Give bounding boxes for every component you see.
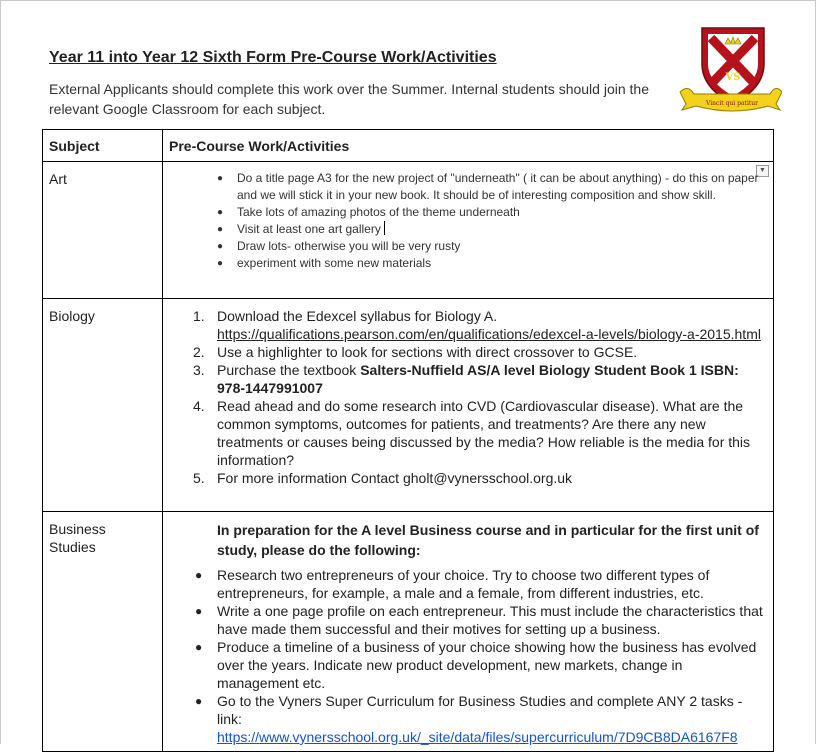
- svg-text:VS: VS: [725, 72, 741, 83]
- list-item: ● Visit at least one art gallery: [217, 221, 773, 238]
- subject-art: Art: [43, 162, 163, 299]
- header-activities: Pre-Course Work/Activities: [163, 130, 774, 162]
- business-activities-cell[interactable]: [163, 512, 774, 752]
- list-item: ● Produce a timeline of a business of your choice showing how the business has evolved over the years. Indicate new product development, new markets, change in management etc.: [195, 639, 757, 691]
- table-row-biology: [43, 299, 774, 512]
- list-item: ● experiment with some new materials: [217, 256, 432, 270]
- list-item: ● Do a title page A3 for the new project of "underneath" ( it can be about anything) - do this on paper and we will stick it in your new book. It should be of interesting composition and show skill.: [217, 171, 759, 202]
- table-row-business: [43, 512, 774, 752]
- text-cursor: [384, 221, 385, 235]
- document-title: Year 11 into Year 12 Sixth Form Pre-Course Work/Activities: [49, 49, 497, 66]
- school-crest-logo: [678, 24, 782, 114]
- dropdown-arrow-icon[interactable]: ▼: [756, 165, 769, 177]
- list-item: 5. For more information Contact gholt@vynersschool.org.uk: [193, 470, 573, 486]
- business-lead-text: In preparation for the A level Business course and in particular for the first unit of study, please do the following:: [217, 522, 759, 558]
- list-item: ● Go to the Vyners Super Curriculum for Business Studies and complete ANY 2 tasks - link: https://www.vynersschool.org.uk/_site/data/files/supercurriculum/7D9CB8DA6167F8: [195, 693, 743, 745]
- pearson-syllabus-link[interactable]: https://qualifications.pearson.com/en/qualifications/edexcel-a-levels/biology-a-2015.html: [217, 326, 761, 342]
- list-item: 3. Purchase the textbook Salters-Nuffield AS/A level Biology Student Book 1 ISBN: 978-1447991007: [193, 362, 739, 396]
- biology-activities-list: [163, 299, 773, 493]
- list-item: 4. Read ahead and do some research into CVD (Cardiovascular disease). What are the common symptoms, outcomes for patients, and treatments? Are there any new treatments or causes being discussed by the media? How reliable is the media for this information?: [193, 398, 751, 468]
- super-curriculum-link[interactable]: https://www.vynersschool.org.uk/_site/data/files/supercurriculum/7D9CB8DA6167F8: [217, 729, 738, 745]
- art-activities-cell[interactable]: [163, 162, 774, 299]
- list-item: ● Take lots of amazing photos of the theme underneath: [217, 205, 520, 219]
- table-row-art: [43, 162, 774, 299]
- list-item: 1. Download the Edexcel syllabus for Biology A. https://qualifications.pearson.com/en/qualifications/edexcel-a-levels/biology-a-2015.html: [193, 308, 761, 342]
- business-activities-list: [163, 560, 773, 746]
- subject-business-studies: Business Studies: [43, 512, 163, 752]
- logo-motto: Vincit qui patitur: [705, 100, 759, 107]
- list-item: ● Research two entrepreneurs of your choice. Try to choose two different types of entrepreneurs, for example, a male and a female, from different industries, etc.: [195, 567, 710, 601]
- list-item: ● Write a one page profile on each entrepreneur. This must include the characteristics that have made them successful and their motives for setting up a business.: [195, 603, 763, 637]
- subject-biology: Biology: [43, 299, 163, 512]
- list-item: 2. Use a highlighter to look for sections with direct crossover to GCSE.: [193, 344, 638, 360]
- course-work-table: [42, 129, 774, 752]
- list-item: ● Draw lots- otherwise you will be very rusty: [217, 239, 461, 253]
- intro-paragraph: External Applicants should complete this work over the Summer. Internal students should join the relevant Google Classroom for each subject.: [49, 81, 649, 117]
- art-activities-list: [163, 162, 773, 278]
- biology-activities-cell[interactable]: [163, 299, 774, 512]
- header-subject: Subject: [43, 130, 163, 162]
